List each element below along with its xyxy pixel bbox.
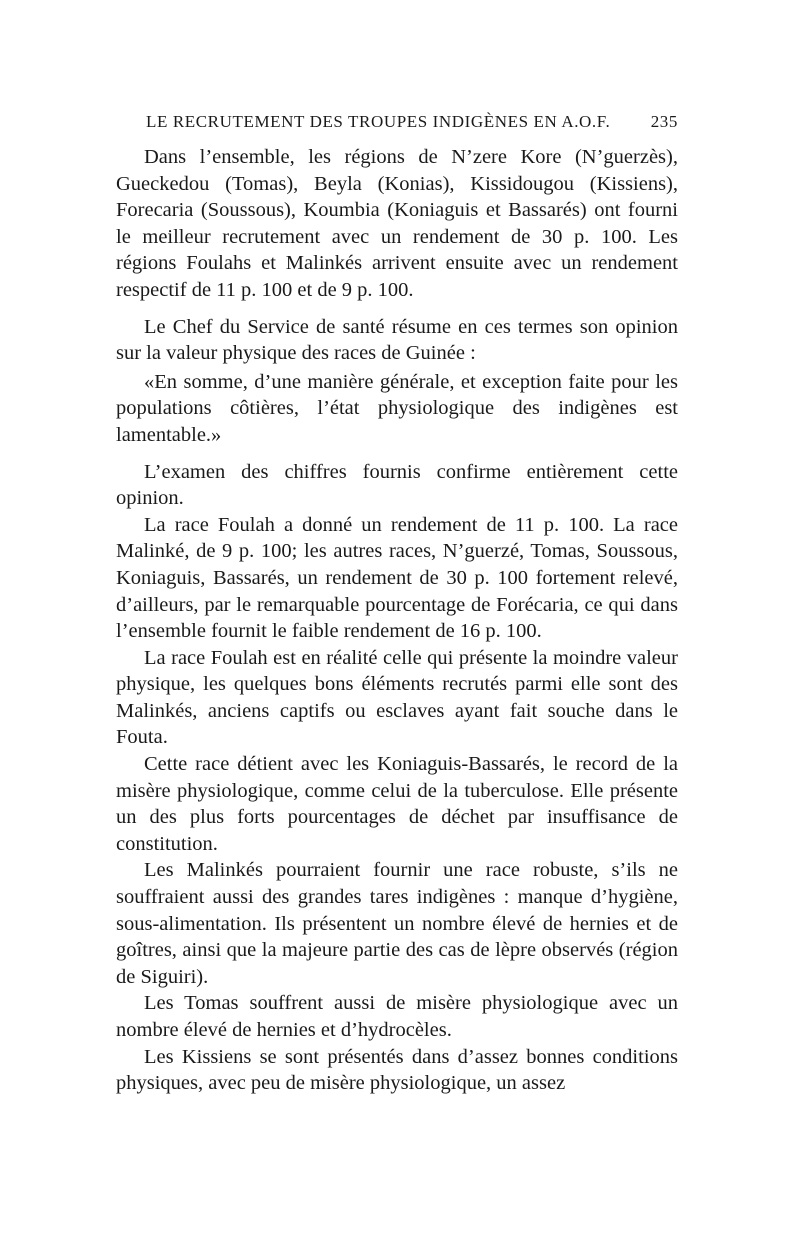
paragraph-quotation: «En somme, d’une manière générale, et exception faite pour les populations côtières, l’état physiologique des indigènes est lamentable.» [116, 370, 678, 446]
body-text [116, 144, 678, 1097]
running-title: LE RECRUTEMENT DES TROUPES INDIGÈNES EN A.O.F. [146, 112, 611, 131]
paragraph-health-chief: Le Chef du Service de santé résume en ces termes son opinion sur la valeur physique des races de Guinée : [116, 315, 678, 365]
paragraph-foulah-physique: La race Foulah est en réalité celle qui présente la moindre valeur physique, les quelques bons éléments recrutés parmi elle sont des Malinkés, anciens captifs ou esclaves ayant fait souche dans le Fouta. [116, 646, 678, 749]
paragraph-kissiens: Les Kissiens se sont présentés dans d’assez bonnes conditions physiques, avec peu de misère physiologique, un assez [116, 1045, 678, 1095]
book-page [116, 112, 678, 1097]
paragraph-foulah-yield: La race Foulah a donné un rendement de 11 p. 100. La race Malinké, de 9 p. 100; les autres races, N’guerzé, Tomas, Soussous, Koniaguis, Bassarés, un rendement de 30 p. 100 fortement relevé, d’ailleurs, par le remarquable pourcentage de Forécaria, ce qui dans l’ensemble fournit le faible rendement de 16 p. 100. [116, 513, 678, 643]
paragraph-regions-overview: Dans l’ensemble, les régions de N’zere Kore (N’guerzès), Gueckedou (Tomas), Beyla (Konias), Kissidougou (Kissiens), Forecaria (Soussous), Koumbia (Koniaguis et Bassarés) ont fourni le meilleur recrutement avec un rendement de 30 p. 100. Les régions Foulahs et Malinkés arrivent ensuite avec un rendement respectif de 11 p. 100 et de 9 p. 100. [116, 146, 678, 301]
paragraph-misery-record: Cette race détient avec les Koniaguis-Bassarés, le record de la misère physiologique, comme celui de la tuberculose. Elle présente un des plus forts pourcentages de déchet par insuffisance de constitution. [116, 753, 678, 855]
running-head [146, 112, 678, 132]
page-number: 235 [650, 112, 678, 131]
paragraph-tomas: Les Tomas souffrent aussi de misère physiologique avec un nombre élevé de hernies et d’hydrocèles. [116, 992, 678, 1041]
paragraph-examination: L’examen des chiffres fournis confirme entièrement cette opinion. [116, 460, 678, 510]
paragraph-malinkes: Les Malinkés pourraient fournir une race robuste, s’ils ne souffraient aussi des grandes tares indigènes : manque d’hygiène, sous-alimentation. Ils présentent un nombre élevé de hernies et de goîtres, ainsi que la majeure partie des cas de lèpre observés (région de Siguiri). [116, 859, 678, 988]
